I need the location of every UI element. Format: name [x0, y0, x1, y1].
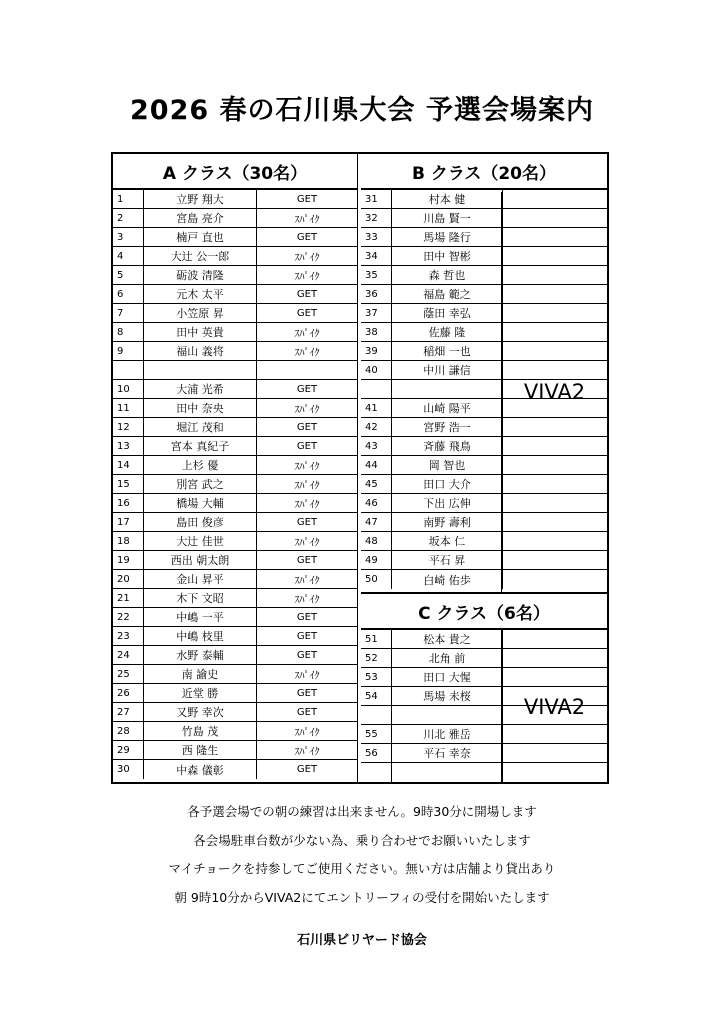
player-name: 南 諭史: [144, 665, 257, 683]
venue-table: [111, 152, 609, 784]
player-name: 田口 大介: [392, 475, 503, 493]
table-row: [113, 323, 357, 342]
table-row: [113, 760, 357, 779]
entry-number: 20: [113, 570, 144, 588]
table-row: [113, 475, 357, 494]
venue-cell: ｽﾊﾟｲｸ: [294, 746, 320, 758]
player-name: 小笠原 昇: [144, 304, 257, 322]
venue-cell: ｽﾊﾟｲｸ: [294, 461, 320, 473]
venue-cell: GET: [296, 421, 318, 433]
venue-cell: ｽﾊﾟｲｸ: [294, 252, 320, 264]
entry-number: 55: [361, 725, 392, 743]
table-row: [113, 608, 357, 627]
page-title: 2026 春の石川県大会 予選会場案内: [130, 95, 594, 126]
entry-number: 1: [113, 190, 144, 208]
entry-number: 56: [361, 744, 392, 762]
note-line: 各予選会場での朝の練習は出来ません。9時30分に開場します: [187, 804, 537, 819]
player-name: [392, 380, 503, 398]
player-name: 田中 奈央: [144, 399, 257, 417]
player-name: 稲畑 一也: [392, 342, 503, 360]
venue-cell: GET: [296, 516, 318, 528]
player-name: 宮野 浩一: [392, 418, 503, 436]
table-row: [113, 456, 357, 475]
player-name: 上杉 優: [144, 456, 257, 474]
entry-number: 17: [113, 513, 144, 531]
table-row: [113, 722, 357, 741]
entry-number: 29: [113, 741, 144, 759]
entry-number: 43: [361, 437, 392, 455]
entry-number: 19: [113, 551, 144, 569]
table-row: [113, 228, 357, 247]
entry-number: 36: [361, 285, 392, 303]
venue-cell: GET: [296, 611, 318, 623]
entry-number: 41: [361, 399, 392, 417]
entry-number: 40: [361, 361, 392, 379]
player-name: [144, 361, 257, 379]
entry-number: 24: [113, 646, 144, 664]
organization-name: 石川県ビリヤード協会: [297, 933, 427, 948]
player-name: 橋場 大輔: [144, 494, 257, 512]
notes: [0, 798, 724, 912]
table-row: [113, 551, 357, 570]
entry-number: 48: [361, 532, 392, 550]
player-name: 森 哲也: [392, 266, 503, 284]
entry-number: [361, 763, 392, 782]
table-row: [113, 399, 357, 418]
venue-cell: ｽﾊﾟｲｸ: [294, 328, 320, 340]
entry-number: 18: [113, 532, 144, 550]
player-name: 馬場 未桜: [392, 687, 503, 705]
table-row: [113, 247, 357, 266]
player-name: 坂本 仁: [392, 532, 503, 550]
entry-number: [361, 706, 392, 724]
table-row: [113, 589, 357, 608]
class-c-venue: VIVA2: [501, 630, 607, 784]
player-name: 川島 賢一: [392, 209, 503, 227]
venue-cell: GET: [296, 706, 318, 718]
entry-number: 9: [113, 342, 144, 360]
class-b-header: B クラス（20名）: [361, 154, 607, 190]
venue-cell: GET: [296, 649, 318, 661]
player-name: 中嶋 一平: [144, 608, 257, 626]
entry-number: 12: [113, 418, 144, 436]
entry-number: 15: [113, 475, 144, 493]
player-name: 金山 昇平: [144, 570, 257, 588]
player-name: 北角 前: [392, 649, 503, 667]
player-name: [392, 706, 503, 724]
table-row: [113, 342, 357, 361]
class-a-rows: [113, 190, 357, 779]
venue-cell: ｽﾊﾟｲｸ: [294, 480, 320, 492]
entry-number: 46: [361, 494, 392, 512]
class-c-header: C クラス（6名）: [361, 592, 607, 630]
class-b-venue: VIVA2: [501, 192, 607, 592]
entry-number: [361, 380, 392, 398]
venue-cell: GET: [296, 193, 318, 205]
player-name: 南野 壽利: [392, 513, 503, 531]
venue-cell: ｽﾊﾟｲｸ: [294, 271, 320, 283]
entry-number: 21: [113, 589, 144, 607]
note-line: マイチョークを持参してご使用ください。無い方は店舗より貸出あり: [168, 861, 556, 876]
table-row: [113, 665, 357, 684]
entry-number: 4: [113, 247, 144, 265]
entry-number: 6: [113, 285, 144, 303]
entry-number: 7: [113, 304, 144, 322]
player-name: 田中 英貴: [144, 323, 257, 341]
class-a-header: A クラス（30名）: [113, 154, 357, 190]
table-row: [113, 570, 357, 589]
table-row: [113, 494, 357, 513]
table-row: [113, 646, 357, 665]
table-row: [113, 703, 357, 722]
entry-number: 23: [113, 627, 144, 645]
entry-number: 32: [361, 209, 392, 227]
player-name: 立野 翔大: [144, 190, 257, 208]
entry-number: 30: [113, 760, 144, 779]
player-name: 竹島 茂: [144, 722, 257, 740]
entry-number: 26: [113, 684, 144, 702]
table-row: [113, 513, 357, 532]
table-row: [113, 418, 357, 437]
player-name: 大辻 公一郎: [144, 247, 257, 265]
player-name: 斉藤 飛鳥: [392, 437, 503, 455]
venue-cell: ｽﾊﾟｲｸ: [294, 404, 320, 416]
note-line: 朝 9時10分からVIVA2にてエントリーフィの受付を開始いたします: [174, 889, 550, 905]
venue-cell: GET: [296, 630, 318, 642]
entry-number: 11: [113, 399, 144, 417]
entry-number: 31: [361, 190, 392, 208]
player-name: 福島 範之: [392, 285, 503, 303]
player-name: 又野 幸次: [144, 703, 257, 721]
entry-number: 10: [113, 380, 144, 398]
player-name: 平石 幸奈: [392, 744, 503, 762]
player-name: 西出 朝太朗: [144, 551, 257, 569]
entry-number: [113, 361, 144, 379]
player-name: 中嶋 枝里: [144, 627, 257, 645]
entry-number: 5: [113, 266, 144, 284]
table-row: [113, 741, 357, 760]
venue-cell: ｽﾊﾟｲｸ: [294, 727, 320, 739]
player-name: 村本 健: [392, 190, 503, 208]
entry-number: 22: [113, 608, 144, 626]
entry-number: 39: [361, 342, 392, 360]
player-name: 蔭田 幸弘: [392, 304, 503, 322]
table-row: [113, 266, 357, 285]
venue-cell: ｽﾊﾟｲｸ: [294, 575, 320, 587]
table-row: [113, 190, 357, 209]
entry-number: 44: [361, 456, 392, 474]
player-name: 西 隆生: [144, 741, 257, 759]
entry-number: 35: [361, 266, 392, 284]
venue-cell: ｽﾊﾟｲｸ: [294, 594, 320, 606]
entry-number: 54: [361, 687, 392, 705]
entry-number: 52: [361, 649, 392, 667]
venue-cell: GET: [296, 687, 318, 699]
player-name: 大浦 光希: [144, 380, 257, 398]
entry-number: 13: [113, 437, 144, 455]
player-name: 福山 義将: [144, 342, 257, 360]
table-row: [113, 304, 357, 323]
venue-cell: ｽﾊﾟｲｸ: [294, 670, 320, 682]
entry-number: 38: [361, 323, 392, 341]
player-name: 水野 泰輔: [144, 646, 257, 664]
player-name: [392, 763, 503, 782]
table-row: [113, 361, 357, 380]
player-name: 宮本 真紀子: [144, 437, 257, 455]
player-name: 田中 智彬: [392, 247, 503, 265]
table-row: [113, 627, 357, 646]
table-row: [113, 684, 357, 703]
player-name: 中森 儀彰: [144, 760, 257, 779]
entry-number: 50: [361, 570, 392, 589]
table-row: [113, 380, 357, 399]
entry-number: 8: [113, 323, 144, 341]
player-name: 岡 智也: [392, 456, 503, 474]
table-row: [113, 437, 357, 456]
player-name: 田口 大惺: [392, 668, 503, 686]
venue-cell: GET: [296, 288, 318, 300]
class-a-section: [113, 154, 357, 779]
player-name: 木下 文昭: [144, 589, 257, 607]
player-name: 宮島 亮介: [144, 209, 257, 227]
venue-cell: ｽﾊﾟｲｸ: [294, 499, 320, 511]
player-name: 近堂 勝: [144, 684, 257, 702]
entry-number: 37: [361, 304, 392, 322]
entry-number: 34: [361, 247, 392, 265]
entry-number: 53: [361, 668, 392, 686]
venue-cell: ｽﾊﾟｲｸ: [294, 347, 320, 359]
entry-number: 33: [361, 228, 392, 246]
player-name: 平石 昇: [392, 551, 503, 569]
player-name: 楠戸 直也: [144, 228, 257, 246]
venue-cell: [257, 361, 357, 379]
entry-number: 49: [361, 551, 392, 569]
player-name: 元木 太平: [144, 285, 257, 303]
player-name: 砺波 清隆: [144, 266, 257, 284]
entry-number: 25: [113, 665, 144, 683]
player-name: 堀江 茂和: [144, 418, 257, 436]
player-name: 山崎 陽平: [392, 399, 503, 417]
entry-number: 3: [113, 228, 144, 246]
entry-number: 2: [113, 209, 144, 227]
entry-number: 28: [113, 722, 144, 740]
player-name: 馬場 隆行: [392, 228, 503, 246]
entry-number: 27: [113, 703, 144, 721]
player-name: 別宮 武之: [144, 475, 257, 493]
entry-number: 14: [113, 456, 144, 474]
entry-number: 47: [361, 513, 392, 531]
player-name: 下出 広伸: [392, 494, 503, 512]
player-name: 松本 貴之: [392, 630, 503, 648]
venue-cell: ｽﾊﾟｲｸ: [294, 537, 320, 549]
venue-cell: GET: [296, 307, 318, 319]
venue-cell: GET: [296, 764, 318, 775]
entry-number: 16: [113, 494, 144, 512]
table-row: [113, 532, 357, 551]
venue-cell: GET: [296, 231, 318, 243]
note-line: 各会場駐車台数が少ない為、乗り合わせでお願いいたします: [193, 832, 531, 848]
player-name: 佐藤 隆: [392, 323, 503, 341]
player-name: 大辻 佳世: [144, 532, 257, 550]
table-row: [113, 285, 357, 304]
player-name: 島田 俊彦: [144, 513, 257, 531]
venue-cell: GET: [296, 554, 318, 566]
table-row: [113, 209, 357, 228]
venue-cell: GET: [296, 440, 318, 452]
player-name: 川北 雅岳: [392, 725, 503, 743]
venue-cell: ｽﾊﾟｲｸ: [294, 214, 320, 226]
venue-cell: GET: [296, 383, 318, 395]
entry-number: 45: [361, 475, 392, 493]
player-name: 白崎 佑歩: [392, 570, 503, 589]
player-name: 中川 謙信: [392, 361, 503, 379]
entry-number: 42: [361, 418, 392, 436]
entry-number: 51: [361, 630, 392, 648]
